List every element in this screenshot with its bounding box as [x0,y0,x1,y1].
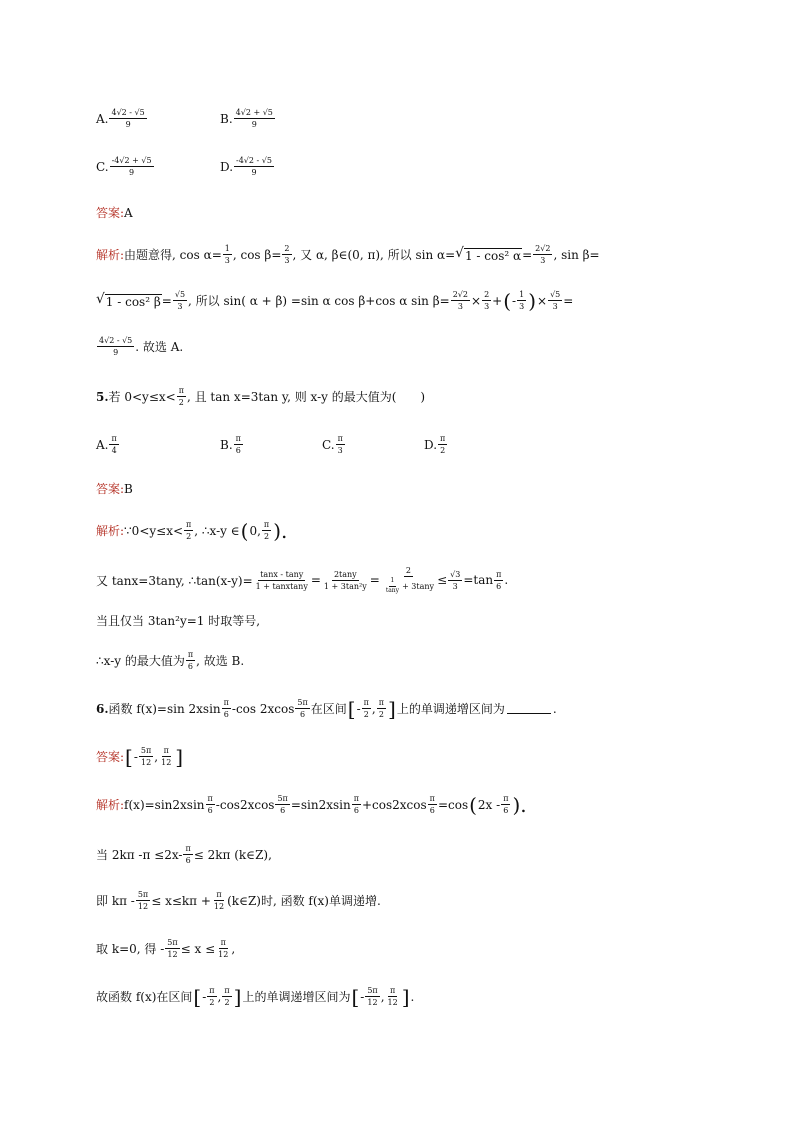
q4-option-c [96,156,155,177]
analysis-label: 解析: [96,248,125,263]
fraction [222,986,231,1007]
fraction-num: π [362,698,371,709]
fraction-den: 3 [457,302,463,312]
fraction-num: π [207,986,216,997]
answer-value: B [124,481,133,496]
fraction [165,938,179,959]
q5-analysis-line-3 [96,612,260,629]
option-letter: D. [424,437,438,452]
fraction-num: π [494,570,503,581]
text: , 又 α, β∈(0, π), 所以 sin α= [292,248,456,263]
fraction [184,520,193,541]
fraction [482,290,491,311]
fraction [365,986,379,1007]
fraction-den: tany [385,587,400,595]
text: , cos β= [232,247,282,262]
fraction [139,746,153,767]
fraction-num: π [186,650,195,661]
text: 在区间 [310,702,347,717]
text: 函数 f(x)=sin 2xsin [108,702,221,717]
option-letter: D. [220,159,234,174]
fraction [533,244,552,265]
fraction-num: 2 [282,244,291,255]
fraction-num: 2tany [332,570,359,581]
analysis-label: 解析: [96,524,125,539]
fraction [173,290,187,311]
fraction-den: 3 [552,302,558,312]
fraction-num: π [388,986,397,997]
fraction-den: 9 [251,120,257,130]
text: × [537,293,548,308]
radical-sign: √ [96,290,105,307]
q6-answer [96,746,184,767]
fraction [275,794,289,815]
fraction-num: π [183,844,192,855]
fraction-num: 5π [295,698,309,709]
bracket-right: ] [388,696,396,721]
q5-option-a [96,434,120,455]
option-value [234,108,275,129]
radicand: 1 - cos² α [464,248,522,263]
fraction-den: 2 [224,998,230,1008]
fraction-den: 12 [387,998,398,1008]
text: -cos2xcos [215,797,275,812]
option-value [109,108,146,129]
fraction-den: 3 [519,302,525,312]
fraction-num: π [501,794,510,805]
text: , [231,941,236,956]
bracket-right: ] [401,984,410,1009]
option-letter: A. [96,111,109,126]
fraction [448,570,462,591]
square-root [455,244,522,263]
text: , [154,749,159,764]
fraction [223,244,232,265]
fraction-num: π [219,938,228,949]
fraction-den: 9 [251,168,257,178]
text: = [563,293,574,308]
fraction-den: 3 [284,256,290,266]
text: 由题意得, cos α= [124,248,222,263]
fraction-den: 6 [207,806,213,816]
option-value [109,434,118,455]
text: 又 tanx=3tany, ∴tan(x-y)= [96,573,253,588]
fraction-den: 12 [167,950,178,960]
fraction-num: √5 [548,290,562,301]
text: × [471,293,482,308]
fraction-num: π [162,746,171,757]
fraction-num: 5π [365,986,379,997]
option-letter: B. [220,437,233,452]
text: + [492,293,503,308]
q6-analysis-line-1 [96,794,528,815]
fraction-den: 6 [300,710,306,720]
fraction [352,794,361,815]
fraction-den: 3 [452,581,458,591]
text: 若 0<y≤x< [108,390,176,405]
fraction-den: 2 [209,998,215,1008]
fraction-den: 4 [111,446,117,456]
text: , 故选 B. [196,654,245,669]
paren-right: ). [273,518,288,543]
fraction-den: 9 [129,168,135,178]
fraction-den: 12 [218,950,229,960]
q6-analysis-line-3 [96,890,381,911]
fraction [377,698,386,719]
text: , [217,989,222,1004]
fraction [451,290,470,311]
fraction [186,650,195,671]
option-letter: A. [96,437,109,452]
fraction [222,698,231,719]
q5-answer [96,480,133,497]
text: 上的单调递增区间为 [396,702,505,717]
fraction-den: 3 [224,256,230,266]
fraction-den: 3 [177,302,183,312]
fraction-num: π [428,794,437,805]
bracket-left: [ [347,696,356,721]
answer-value: A [124,205,133,220]
text: 当且仅当 3tan²y=1 时取等号, [96,614,261,628]
bracket-right: ] [233,984,242,1009]
fraction-num: 5π [139,746,153,757]
fraction-num: √3 [448,570,462,581]
q6-stem [96,698,557,719]
fraction [282,244,291,265]
fraction-num: π [336,434,345,445]
minus: - [512,293,517,308]
fraction-den: 6 [353,806,359,816]
fraction-den: 6 [503,806,509,816]
option-value [438,434,447,455]
text: , [380,989,385,1004]
text: 即 kπ - [96,894,135,909]
text: 2x - [477,797,501,812]
fraction [428,794,437,815]
option-value [234,156,274,177]
fraction-num: π [438,434,447,445]
fraction [136,890,150,911]
q4-option-a [96,108,148,129]
fraction-num: 2√2 [451,290,470,301]
fraction-den: 12 [141,758,152,768]
fraction-num: 2 [404,566,413,577]
text: = [369,573,380,588]
minus: - [202,989,207,1004]
option-value [234,434,243,455]
q5-option-b [220,434,244,455]
fraction-den: 2 [186,532,192,542]
text: =sin2xsin [290,797,351,812]
text: f(x)=sin2xsin [124,797,205,812]
fraction-num: 5π [165,938,179,949]
bracket-left: [ [125,744,133,769]
q4-analysis-line-2 [96,290,573,311]
fraction-num: π [222,698,231,709]
answer-label: 答案: [96,206,125,220]
text: , 所以 sin( α + β) =sin α cos β+cos α sin β= [188,294,450,309]
fraction-den: 12 [161,758,172,768]
fraction-den: 6 [223,710,229,720]
text: +cos2xcos [362,797,427,812]
fraction [183,844,192,865]
fraction-den: 2 [363,710,369,720]
fraction-den: 6 [185,856,191,866]
fraction [548,290,562,311]
fraction [97,336,134,357]
analysis-label: 解析: [96,798,125,813]
bracket-left: [ [193,984,202,1009]
square-root [96,290,162,309]
fraction-den: 6 [280,806,286,816]
fraction [295,698,309,719]
paren-left: ( [469,792,477,817]
radicand: 1 - cos² β [105,294,161,309]
fraction [494,570,503,591]
fraction [262,520,271,541]
q4-analysis-line-1 [96,244,600,265]
fraction-num: π [206,794,215,805]
q5-stem [96,386,425,407]
bracket-right: ] [175,744,184,769]
text: ∵0<y≤x< [124,523,184,538]
fraction-den: 3 [540,256,546,266]
fraction-num: π [222,986,231,997]
fraction-den: 12 [137,902,149,912]
option-letter: C. [96,159,109,174]
fraction [212,890,226,911]
fraction-den: 2 [378,710,384,720]
paren-right: ) [528,288,536,313]
minus: - [360,989,365,1004]
fraction-num: 2√2 [533,244,552,255]
fraction-num: 4√2 + √5 [234,108,275,119]
fraction-num: 4√2 - √5 [109,108,146,119]
q5-analysis-line-1 [96,520,288,541]
fraction-num: 5π [136,890,150,901]
q5-analysis-line-2 [96,566,508,595]
q4-analysis-line-3 [96,336,183,357]
fraction-num: π [184,520,193,531]
fraction-den: 12 [367,998,378,1008]
fraction [177,386,186,407]
text: =cos [437,797,469,812]
fraction-num: tanx - tany [258,570,305,581]
text: = [310,573,321,588]
text: -cos 2xcos [231,701,295,716]
fraction [216,938,230,959]
text: , 且 tan x=3tan y, 则 x-y 的最大值为( ) [186,390,426,405]
q5-option-c [322,434,346,455]
fraction-den: 1 + 3tan²y [323,581,367,591]
fraction-num: -4√2 - √5 [234,156,274,167]
fraction-num: π [234,434,243,445]
text: , ∴x-y ∈ [194,523,240,538]
fraction [207,986,216,1007]
text: = [161,293,172,308]
text: ≤ 2kπ (k∈Z), [193,847,272,862]
bracket-left: [ [351,984,360,1009]
fraction [501,794,510,815]
fraction-den: 6 [187,662,194,672]
fraction-den: 3 [484,302,490,312]
fraction-num: 5π [275,794,289,805]
answer-blank [507,703,551,714]
minus: - [133,749,138,764]
text: 当 2kπ -π ≤2x- [96,848,183,863]
text: ≤ [437,573,448,588]
fraction [254,570,310,591]
text: . 故选 A. [135,340,184,355]
text: . [552,701,557,716]
text: , sin β= [553,247,600,262]
answer-label: 答案: [96,750,125,765]
fraction-num: √5 [173,290,187,301]
text: 上的单调递增区间为 [242,990,351,1005]
text: (k∈Z)时, 函数 f(x)单调递增. [227,894,381,909]
fraction [362,698,371,719]
text: =tan [463,573,494,588]
fraction [384,578,401,595]
text: ≤ x ≤ [180,941,216,956]
question-number: 6. [96,701,109,716]
fraction-den: 6 [496,581,502,591]
option-value [336,434,345,455]
paren-left: ( [503,288,512,313]
option-letter: C. [322,437,335,452]
paren-left: ( [240,518,249,543]
fraction-den: 9 [113,348,119,358]
q4-option-b [220,108,276,129]
q5-option-d [424,434,448,455]
fraction-den: 2 [178,398,184,408]
fraction-den: 2 [440,446,446,456]
minus: - [356,701,361,716]
q4-option-d [220,156,275,177]
q6-analysis-line-4 [96,938,235,959]
text: 取 k=0, 得 - [96,942,165,957]
fraction-num: π [177,386,186,397]
paren-right: ). [512,792,527,817]
fraction-num: -4√2 + √5 [110,156,154,167]
fraction [386,986,400,1007]
fraction [517,290,526,311]
fraction-num: 1 [517,290,526,301]
text: 0, [249,523,261,538]
text: , [371,701,376,716]
fraction-num: 4√2 - √5 [97,336,134,347]
fraction-den: 1 + tanxtany [255,581,308,591]
question-number: 5. [96,389,109,404]
text: + 3tany [402,581,435,591]
fraction-den: 9 [125,120,131,130]
radical-sign: √ [455,244,464,261]
fraction-den: 6 [429,806,435,816]
text: . [410,989,415,1004]
fraction-num: π [109,434,118,445]
fraction-num: 2 [482,290,491,301]
fraction-den: 2 [264,532,270,542]
fraction [322,570,369,591]
fraction [206,794,215,815]
text: 故函数 f(x)在区间 [96,990,193,1005]
fraction [159,746,173,767]
option-value [110,156,154,177]
text: ∴x-y 的最大值为 [96,654,185,669]
q5-analysis-line-4 [96,650,244,671]
fraction-den: 6 [235,446,241,456]
fraction-num: 1 [223,244,232,255]
q6-analysis-line-2 [96,844,272,865]
fraction-num: 1 [389,578,397,587]
fraction-den: 12 [213,902,225,912]
q6-analysis-line-5 [96,986,414,1007]
text: = [522,247,533,262]
answer-label: 答案: [96,482,125,496]
option-letter: B. [220,111,233,126]
fraction-num: π [377,698,386,709]
fraction-den [381,577,436,595]
text: . [504,573,509,588]
q4-answer [96,204,133,221]
fraction-den: 3 [337,446,343,456]
fraction-num: π [262,520,271,531]
text: ≤ x≤kπ + [151,893,211,908]
fraction-num: π [352,794,361,805]
fraction [381,566,436,595]
fraction-num: π [214,890,223,901]
